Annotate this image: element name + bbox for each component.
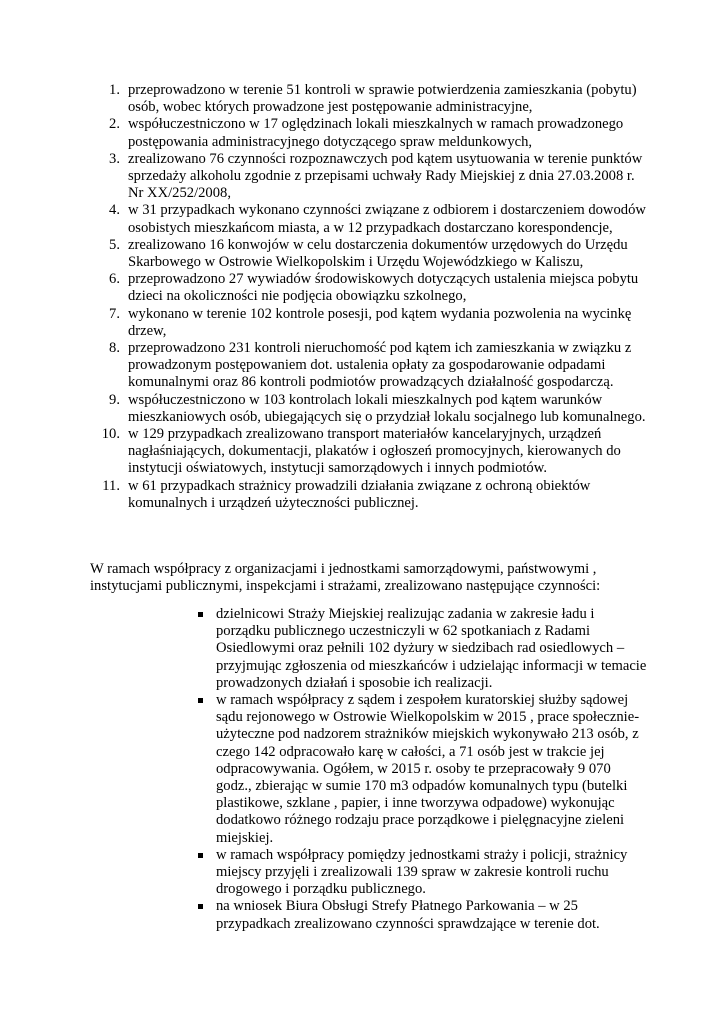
item-number: 4. [109, 202, 120, 219]
item-text: w 31 przypadkach wykonano czynności związane z odbiorem i dostarczeniem dowodów osobistych mieszkańcom miasta, a w 12 przypadkach dostarczano korespondencje, [128, 202, 646, 236]
item-text: przeprowadzono 231 kontroli nieruchomość pod kątem ich zamieszkania w związku z prowadzonym postępowaniem dot. ustalenia opłaty za gospodarowanie odpadami komunalnymi oraz 86 kontroli podmiotów prowadzących działalność gospodarczą. [128, 340, 632, 391]
item-text: współuczestniczono w 17 oględzinach lokali mieszkalnych w ramach prowadzonego postępowania administracyjnego dotyczącego spraw meldunkowych, [128, 116, 624, 150]
item-number: 11. [102, 477, 120, 494]
intro-paragraph: W ramach współpracy z organizacjami i jednostkami samorządowymi, państwowymi , instytucjami publicznymi, inspekcjami i strażami, zrealizowano następujące czynności: [90, 561, 601, 595]
list-item [90, 271, 650, 305]
list-item [90, 340, 650, 392]
list-item [90, 82, 650, 116]
list-item [90, 237, 650, 271]
list-item [198, 847, 648, 899]
item-text: współuczestniczono w 103 kontrolach lokali mieszkalnych pod kątem warunków mieszkaniowych osób, ubiegających się o przydział lokalu socjalnego lub komunalnego. [128, 391, 646, 425]
item-number: 2. [109, 116, 120, 133]
list-item [90, 478, 650, 512]
item-text: dzielnicowi Straży Miejskiej realizując zadania w zakresie ładu i porządku publicznego uczestniczyli w 62 spotkaniach z Radami Osiedlowymi oraz pełnili 102 dyżury w siedzibach rad osiedlowych – przyjmując zgłoszenia od mieszkańców i udzielając informacji w temacie prowadzonych działań i sposobie ich realizacji. [216, 606, 647, 691]
list-item [198, 692, 648, 847]
bullet-list [198, 606, 648, 933]
item-number: 6. [109, 271, 120, 288]
list-item [198, 606, 648, 692]
item-number: 3. [109, 150, 120, 167]
item-number: 1. [109, 82, 120, 98]
bullet-icon [198, 698, 203, 703]
item-text: w ramach współpracy z sądem i zespołem kuratorskiej służby sądowej sądu rejonowego w Ostrowie Wielkopolskim w 2015 , prace społecznie-użyteczne pod nadzorem strażników miejskich wykonywało 213 osób, z czego 142 odpracowało karę w całości, a 71 osób jest w trakcie jej odpracowywania. Ogółem, w 2015 r. osoby te przepracowały 9 070 godz., zbierając w sumie 170 m3 odpadów komunalnych typu (butelki plastikowe, szklane , papier, i inne tworzywa odpadowe) wykonując dodatkowo różnego rodzaju prace porządkowe i pielęgnacyjne zieleni miejskiej. [216, 692, 640, 846]
bullet-icon [198, 612, 203, 617]
item-text: zrealizowano 16 konwojów w celu dostarczenia dokumentów urzędowych do Urzędu Skarbowego w Ostrowie Wielkopolskim i Urzędu Wojewódzkiego w Kaliszu, [128, 236, 628, 271]
list-item [90, 392, 650, 426]
item-text: na wniosek Biura Obsługi Strefy Płatnego Parkowania – w 25 przypadkach zrealizowano czynności sprawdzające w terenie dot. [216, 898, 600, 932]
item-text: w ramach współpracy pomiędzy jednostkami straży i policji, strażnicy miejscy przyjęli i zrealizowali 139 spraw w zakresie kontroli ruchu drogowego i porządku publicznego. [216, 846, 628, 898]
list-item [90, 306, 650, 340]
item-number: 8. [109, 340, 120, 357]
item-number: 9. [109, 391, 120, 408]
item-text: wykonano w terenie 102 kontrole posesji, pod kątem wydania pozwolenia na wycinkę drzew, [128, 305, 632, 339]
list-item [90, 202, 650, 236]
bullet-icon [198, 904, 203, 909]
item-number: 5. [109, 236, 120, 253]
list-item [90, 116, 650, 150]
item-text: w 129 przypadkach zrealizowano transport materiałów kancelaryjnych, urządzeń nagłaśniających, dokumentacji, plakatów i ogłoszeń promocyjnych, kierowanych do instytucji oświatowych, instytucji samorządowych i innych podmiotów. [128, 426, 621, 477]
item-text: w 61 przypadkach strażnicy prowadzili działania związane z ochroną obiektów komunalnych i urządzeń użyteczności publicznej. [128, 477, 591, 511]
list-item [90, 426, 650, 478]
item-text: przeprowadzono w terenie 51 kontroli w sprawie potwierdzenia zamieszkania (pobytu) osób, wobec których prowadzone jest postępowanie administracyjne, [128, 82, 637, 116]
numbered-list [90, 82, 650, 512]
item-text: zrealizowano 76 czynności rozpoznawczych pod kątem usytuowania w terenie punktów sprzedaży alkoholu zgodnie z przepisami uchwały Rady Miejskiej z dnia 27.03.2008 r. Nr XX/252/2008, [128, 150, 643, 202]
item-text: przeprowadzono 27 wywiadów środowiskowych dotyczących ustalenia miejsca pobytu dzieci na okoliczności nie podjęcia obowiązku szkolnego, [128, 271, 639, 305]
item-number: 10. [101, 426, 120, 443]
bullet-icon [198, 853, 203, 858]
list-item [198, 898, 648, 932]
list-item [90, 151, 650, 203]
item-number: 7. [109, 305, 120, 322]
